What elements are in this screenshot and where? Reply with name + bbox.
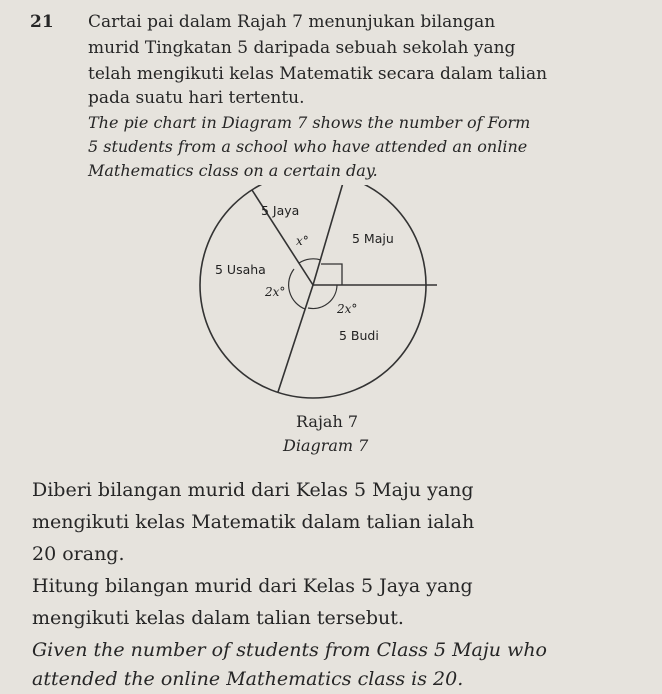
label-5-jaya: 5 Jaya — [261, 203, 300, 218]
malay-given-line-3: 20 orang. — [32, 543, 125, 565]
sector-line-budi-usaha — [278, 285, 313, 392]
english-intro-line-2: 5 students from a school who have attended an online — [88, 137, 528, 156]
english-intro-line-1: The pie chart in Diagram 7 shows the number of Form — [88, 113, 531, 132]
malay-task-line-1: Hitung bilangan murid dari Kelas 5 Jaya yang — [32, 575, 473, 597]
caption-malay: Rajah 7 — [296, 412, 359, 431]
angle-arc-jaya — [299, 259, 321, 263]
label-5-budi: 5 Budi — [339, 328, 379, 343]
malay-given-line-2: mengikuti kelas Matematik dalam talian ialah — [32, 511, 475, 533]
malay-given-line-1: Diberi bilangan murid dari Kelas 5 Maju yang — [32, 479, 474, 501]
english-intro-line-3: Mathematics class on a certain day. — [88, 161, 378, 180]
malay-intro-line-3: telah mengikuti kelas Matematik secara dalam talian — [88, 64, 548, 84]
angle-arc-usaha — [289, 269, 305, 309]
question-number: 21 — [30, 12, 54, 32]
malay-task-line-2: mengikuti kelas dalam talian tersebut. — [32, 607, 404, 629]
sector-line-jaya-maju — [313, 185, 345, 285]
caption-english: Diagram 7 — [283, 436, 369, 455]
malay-intro-line-1: Cartai pai dalam Rajah 7 menunjukan bilangan — [88, 12, 496, 32]
right-angle-marker — [321, 264, 342, 285]
angle-label-budi: 2x° — [337, 302, 358, 316]
angle-label-jaya: x° — [296, 234, 309, 248]
english-given-line-2: attended the online Mathematics class is 20. — [32, 668, 464, 690]
english-given-line-1: Given the number of students from Class 5 Maju who — [32, 639, 547, 661]
label-5-maju: 5 Maju — [352, 231, 394, 246]
malay-intro-line-4: pada suatu hari tertentu. — [88, 88, 305, 108]
angle-label-usaha: 2x° — [265, 285, 286, 299]
pie-chart-diagram — [195, 185, 455, 405]
malay-intro-line-2: murid Tingkatan 5 daripada sebuah sekolah yang — [88, 38, 516, 58]
pie-outline — [200, 185, 426, 398]
label-5-usaha: 5 Usaha — [215, 262, 266, 277]
